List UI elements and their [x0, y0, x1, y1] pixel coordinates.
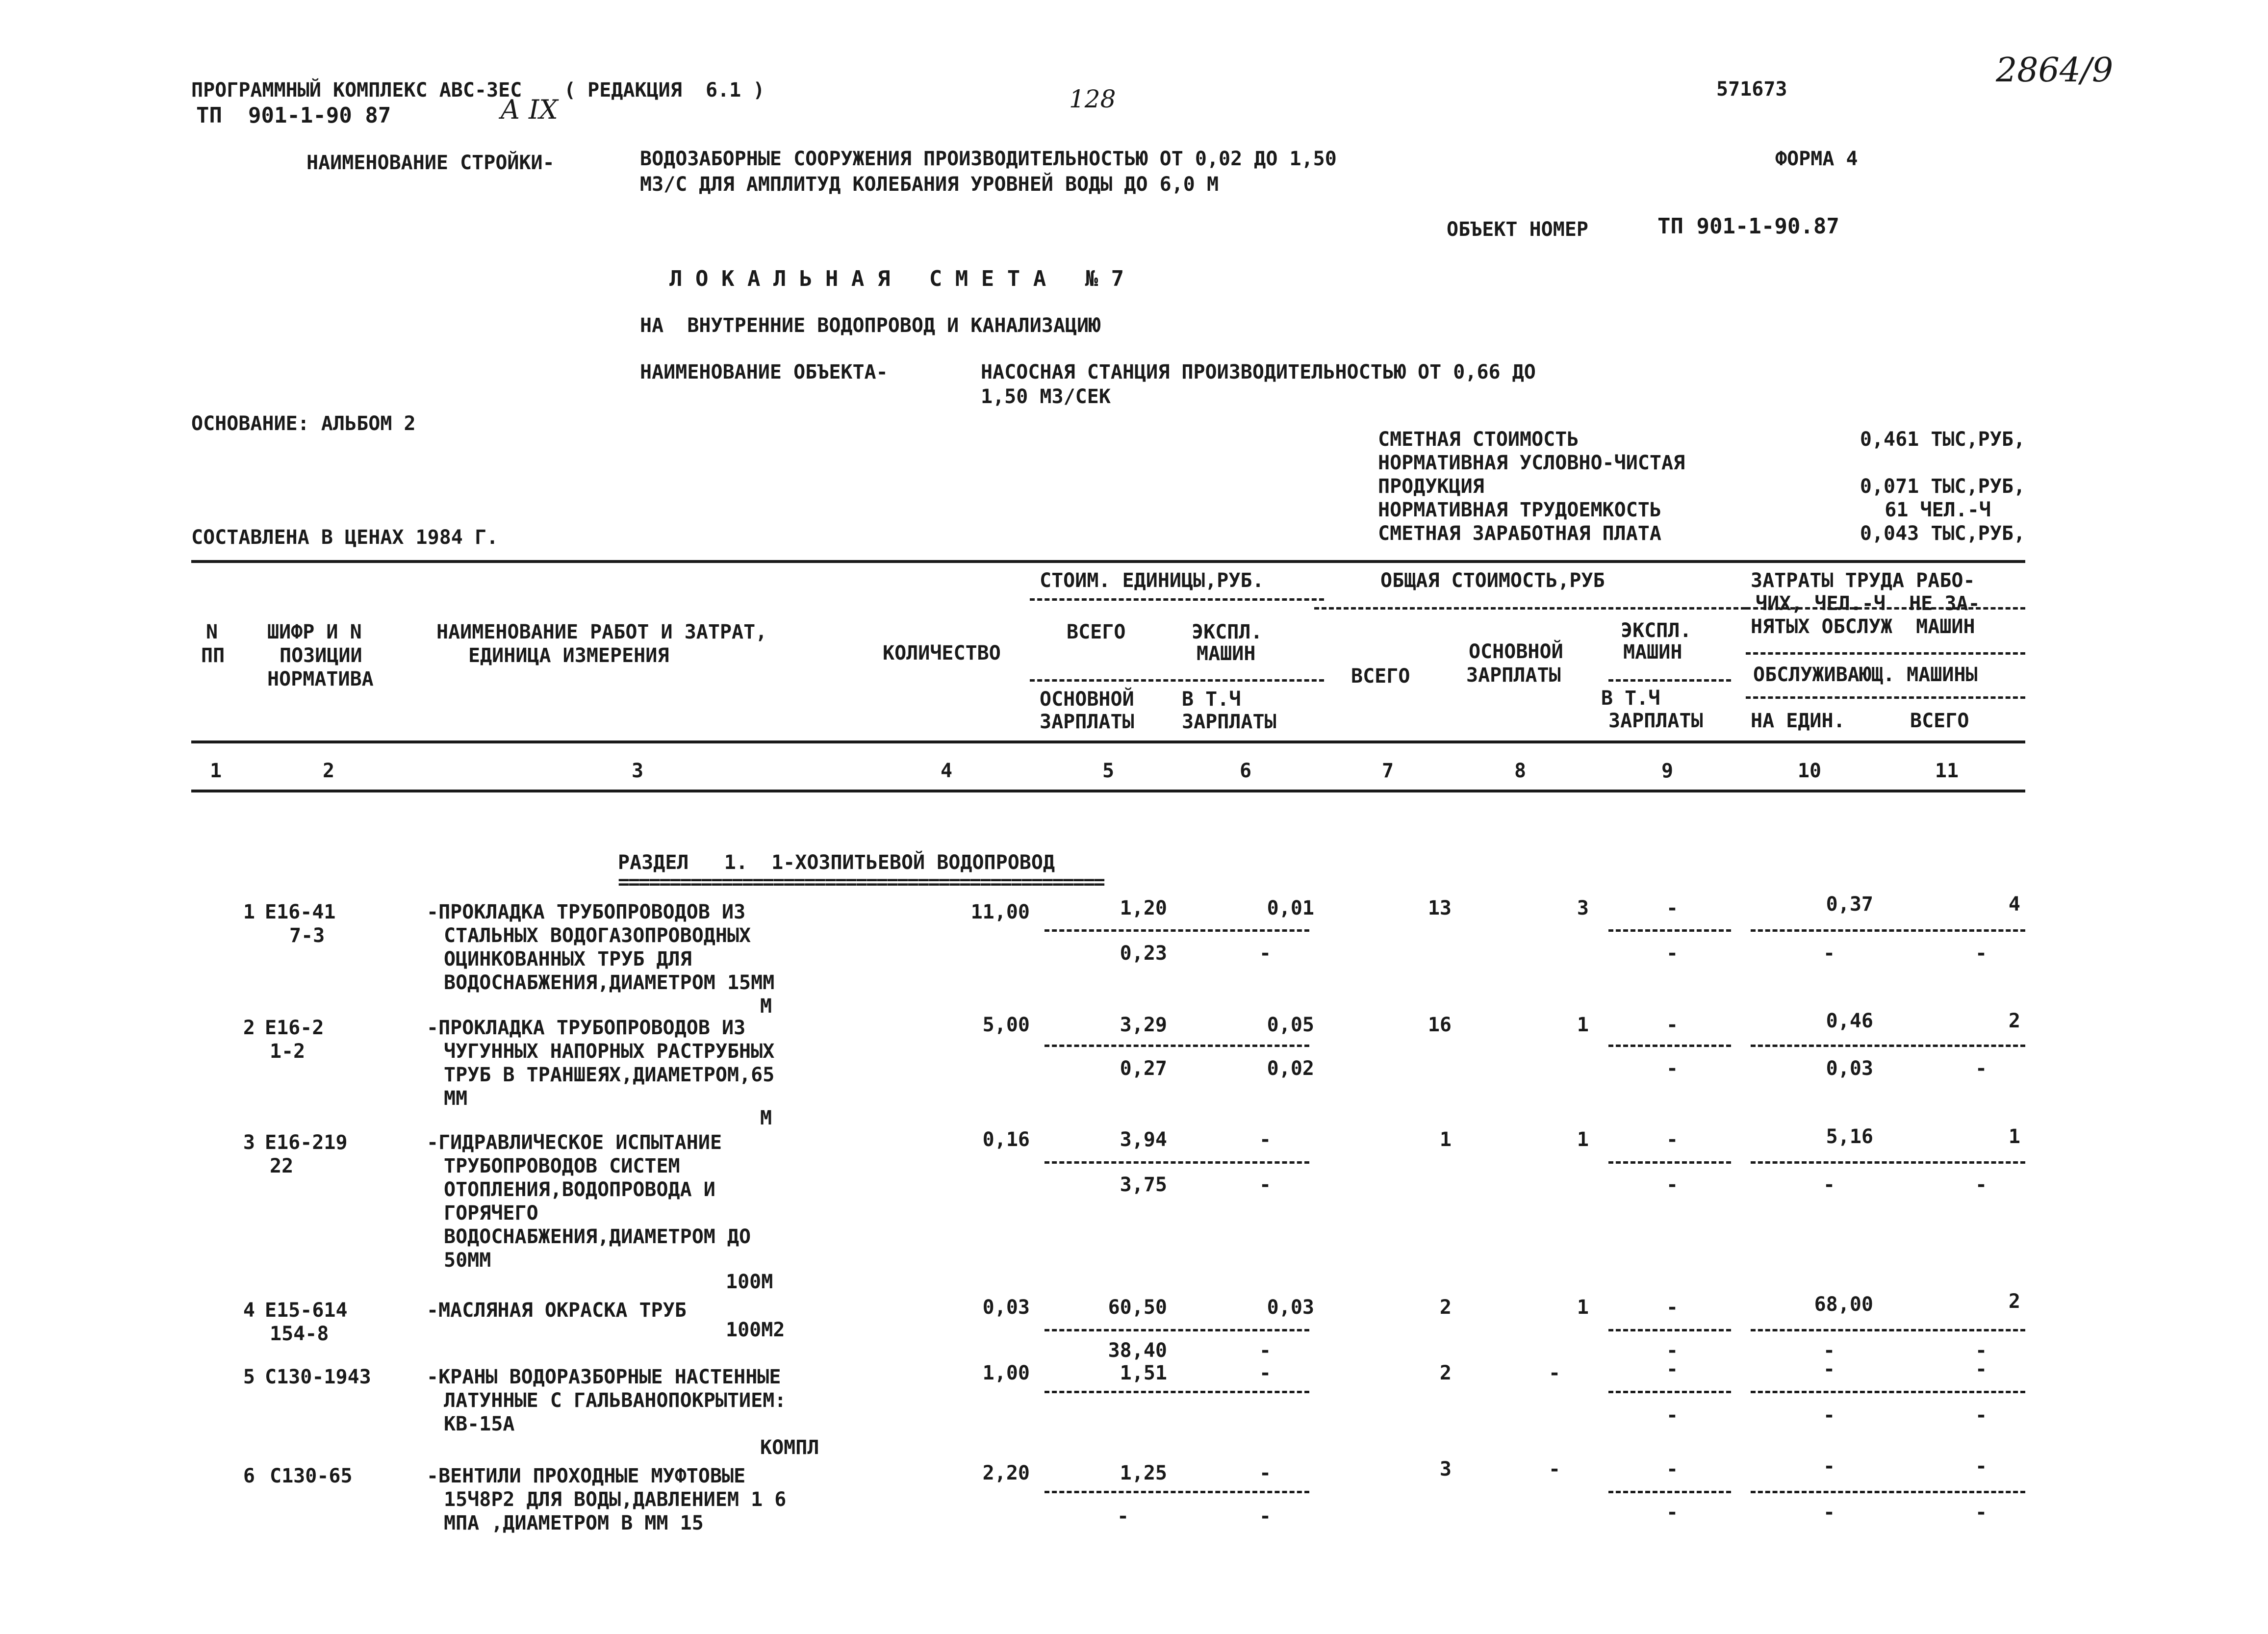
row-total-machines: - — [1666, 1458, 1679, 1481]
row-quantity: 2,20 — [982, 1462, 1030, 1484]
column-numbers-rule — [191, 790, 2025, 792]
row-divider — [1608, 1329, 1731, 1331]
summary-value: 0,071 ТЫС,РУБ, — [1860, 475, 2025, 498]
row-total-wage: - — [1548, 1362, 1561, 1384]
row-labor-unit-2: - — [1823, 1501, 1835, 1524]
construction-name-line-2: М3/С ДЛЯ АМПЛИТУД КОЛЕБАНИЯ УРОВНЕЙ ВОДЫ ДО 6,0 М — [640, 173, 1219, 196]
row-divider — [1751, 1391, 2025, 1393]
row-divider — [1608, 1391, 1731, 1393]
row-code: 22 — [270, 1155, 294, 1177]
row-name: 15Ч8Р2 ДЛЯ ВОДЫ,ДАВЛЕНИЕМ 1 6 — [444, 1488, 787, 1511]
col-code-header: НОРМАТИВА — [267, 668, 374, 690]
row-total-machines: - — [1666, 1014, 1679, 1036]
row-name: -МАСЛЯНАЯ ОКРАСКА ТРУБ — [427, 1299, 687, 1322]
row-divider — [1608, 1045, 1731, 1047]
total-wage-header: ЗАРПЛАТЫ — [1466, 664, 1561, 687]
row-name: ВОДОСНАБЖЕНИЯ,ДИАМЕТРОМ 15ММ — [444, 971, 775, 994]
header-divider — [1746, 607, 2025, 610]
row-divider — [1608, 929, 1731, 932]
labor-total-header: ВСЕГО — [1910, 710, 1969, 732]
row-total-machine-wage: - — [1666, 1404, 1679, 1427]
row-labor-unit-2: - — [1823, 1404, 1835, 1427]
row-unit-wage: 0,27 — [1120, 1057, 1167, 1080]
row-labor-total: - — [1975, 1455, 1988, 1478]
col-name-header: НАИМЕНОВАНИЕ РАБОТ И ЗАТРАТ, — [436, 621, 767, 643]
row-unit-wage: - — [1117, 1505, 1129, 1528]
row-unit: 100М — [726, 1271, 773, 1293]
row-labor-total-2: - — [1975, 1404, 1988, 1427]
row-name: МПА ,ДИАМЕТРОМ В ММ 15 — [444, 1512, 704, 1534]
column-number: 7 — [1381, 760, 1394, 782]
row-total-machines: - — [1666, 1296, 1679, 1319]
summary-label: СМЕТНАЯ ЗАРАБОТНАЯ ПЛАТА — [1378, 522, 1661, 545]
row-labor-unit-2: - — [1823, 1174, 1835, 1196]
row-labor-unit-2: - — [1823, 942, 1835, 965]
header-divider — [1030, 598, 1324, 601]
row-total-machines: - — [1666, 897, 1679, 919]
row-quantity: 5,00 — [982, 1014, 1030, 1036]
header-divider — [1314, 607, 1746, 610]
row-unit-machine-wage: - — [1259, 1339, 1272, 1362]
row-labor-total-2: - — [1975, 1174, 1988, 1196]
row-unit-machines: - — [1259, 1362, 1272, 1384]
column-number: 10 — [1797, 760, 1822, 782]
row-unit-wage: 38,40 — [1108, 1339, 1167, 1362]
form-number: ФОРМА 4 — [1775, 148, 1858, 170]
col-num-header: N — [206, 621, 218, 643]
row-labor-total-2: - — [1975, 942, 1988, 965]
row-unit-total: 3,94 — [1120, 1128, 1167, 1151]
program-name: ПРОГРАММНЫЙ КОМПЛЕКС АВС-3ЕС — [191, 79, 522, 102]
row-name: ОТОПЛЕНИЯ,ВОДОПРОВОДА И — [444, 1178, 715, 1201]
row-unit-machine-wage: - — [1259, 942, 1272, 965]
row-unit-machines: 0,05 — [1267, 1014, 1314, 1036]
row-unit-machines: - — [1259, 1128, 1272, 1151]
row-divider — [1045, 1391, 1309, 1393]
row-labor-unit: - — [1823, 1358, 1835, 1380]
row-total-wage: 1 — [1577, 1128, 1589, 1151]
labor-header: НЯТЫХ ОБСЛУЖ МАШИН — [1751, 615, 1975, 638]
row-total: 2 — [1439, 1362, 1452, 1384]
row-code: Е16-219 — [265, 1131, 348, 1154]
header-divider — [1030, 679, 1324, 682]
row-labor-total: 2 — [2008, 1290, 2020, 1313]
row-labor-unit: 68,00 — [1814, 1293, 1873, 1316]
labor-unit-header: НА ЕДИН. — [1751, 710, 1845, 732]
row-labor-unit-2: - — [1823, 1339, 1835, 1362]
column-number: 9 — [1661, 760, 1674, 782]
row-unit: М — [760, 1107, 772, 1129]
row-total: 13 — [1427, 897, 1452, 919]
row-total-machine-wage: - — [1666, 942, 1679, 965]
row-name: -ВЕНТИЛИ ПРОХОДНЫЕ МУФТОВЫЕ — [427, 1465, 746, 1487]
header-bottom-rule — [191, 740, 2025, 743]
row-quantity: 0,16 — [982, 1128, 1030, 1151]
row-divider — [1751, 1161, 2025, 1164]
header-divider — [1608, 679, 1731, 682]
row-unit-machine-wage: - — [1259, 1174, 1272, 1196]
row-unit-total: 60,50 — [1108, 1296, 1167, 1319]
construction-label: НАИМЕНОВАНИЕ СТРОЙКИ- — [306, 152, 555, 174]
row-name: ОЦИНКОВАННЫХ ТРУБ ДЛЯ — [444, 948, 692, 970]
sheet-mark: 2864/9 — [1996, 51, 2114, 90]
summary-label: ПРОДУКЦИЯ — [1378, 475, 1484, 498]
row-labor-unit: - — [1823, 1455, 1835, 1478]
row-labor-unit: 0,46 — [1826, 1010, 1873, 1032]
labor-header: ЗАТРАТЫ ТРУДА РАБО- — [1751, 569, 1975, 592]
unit-mach-header: МАШИН — [1197, 642, 1256, 665]
row-number: 4 — [243, 1299, 255, 1322]
total-mach-header: МАШИН — [1623, 641, 1682, 664]
row-divider — [1045, 1491, 1309, 1493]
object-name-label: НАИМЕНОВАНИЕ ОБЪЕКТА- — [640, 361, 888, 383]
row-code: Е15-614 — [265, 1299, 348, 1322]
row-total-machines: - — [1666, 1128, 1679, 1151]
column-number: 2 — [322, 760, 335, 782]
object-name-line-2: 1,50 М3/СЕК — [981, 385, 1111, 408]
row-unit-machines: 0,03 — [1267, 1296, 1314, 1319]
row-code: С130-1943 — [265, 1366, 371, 1388]
column-number: 4 — [940, 760, 953, 782]
row-unit-machines: - — [1259, 1462, 1272, 1484]
row-quantity: 0,03 — [982, 1296, 1030, 1319]
summary-value: 0,043 ТЫС,РУБ, — [1860, 522, 2025, 545]
column-number: 6 — [1239, 760, 1252, 782]
table-top-rule — [191, 560, 2025, 563]
row-quantity: 1,00 — [982, 1362, 1030, 1384]
unit-mach-wage-header: ЗАРПЛАТЫ — [1182, 711, 1276, 733]
row-name: -ГИДРАВЛИЧЕСКОЕ ИСПЫТАНИЕ — [427, 1131, 722, 1154]
total-all-header: ВСЕГО — [1351, 665, 1410, 688]
row-name: ВОДОСНАБЖЕНИЯ,ДИАМЕТРОМ ДО — [444, 1226, 751, 1248]
row-labor-total: 2 — [2008, 1010, 2020, 1032]
row-total-machine-wage: - — [1666, 1174, 1679, 1196]
row-labor-total-2: - — [1975, 1501, 1988, 1524]
row-unit-wage: 3,75 — [1120, 1174, 1167, 1196]
row-unit-machine-wage: - — [1259, 1505, 1272, 1528]
row-quantity: 11,00 — [970, 901, 1030, 923]
row-code: С130-65 — [270, 1465, 353, 1487]
col-name-header: ЕДИНИЦА ИЗМЕРЕНИЯ — [468, 644, 669, 667]
basis: ОСНОВАНИЕ: АЛЬБОМ 2 — [191, 412, 416, 435]
row-labor-unit: 0,37 — [1826, 893, 1873, 916]
row-total: 3 — [1439, 1458, 1452, 1481]
row-divider — [1045, 1161, 1309, 1164]
row-total-machine-wage: - — [1666, 1501, 1679, 1524]
column-number: 11 — [1935, 760, 1959, 782]
row-unit-total: 1,25 — [1120, 1462, 1167, 1484]
object-number-label: ОБЪЕКТ НОМЕР — [1447, 218, 1588, 241]
row-code: Е16-2 — [265, 1017, 324, 1039]
row-total: 16 — [1427, 1014, 1452, 1036]
section-title: РАЗДЕЛ 1. 1-ХОЗПИТЬЕВОЙ ВОДОПРОВОД — [618, 851, 1055, 874]
row-number: 3 — [243, 1131, 255, 1154]
row-divider — [1608, 1491, 1731, 1493]
row-code: 7-3 — [289, 924, 325, 947]
row-total-machine-wage: - — [1666, 1339, 1679, 1362]
estimate-title: Л О К А Л Ь Н А Я С М Е Т А № 7 — [669, 266, 1124, 291]
column-number: 3 — [631, 760, 644, 782]
row-name: -КРАНЫ ВОДОРАЗБОРНЫЕ НАСТЕННЫЕ — [427, 1366, 781, 1388]
row-unit-total: 3,29 — [1120, 1014, 1167, 1036]
row-unit-total: 1,51 — [1120, 1362, 1167, 1384]
row-total-wage: 1 — [1577, 1014, 1589, 1036]
row-name: -ПРОКЛАДКА ТРУБОПРОВОДОВ ИЗ — [427, 1017, 746, 1039]
page-number: 128 — [1069, 85, 1116, 113]
col-code-header: ПОЗИЦИИ — [280, 644, 362, 667]
header-divider — [1746, 696, 2025, 699]
row-total: 2 — [1439, 1296, 1452, 1319]
row-divider — [1045, 929, 1309, 932]
row-labor-total: 1 — [2008, 1125, 2020, 1148]
row-name: ТРУБОПРОВОДОВ СИСТЕМ — [444, 1155, 680, 1177]
row-divider — [1751, 1491, 2025, 1493]
unit-mach-wage-header: В Т.Ч — [1182, 688, 1241, 711]
row-divider — [1751, 1329, 2025, 1331]
row-total-wage: 1 — [1577, 1296, 1589, 1319]
unit-total-header: ВСЕГО — [1067, 621, 1126, 643]
row-name: КВ-15А — [444, 1413, 515, 1435]
row-divider — [1751, 1045, 2025, 1047]
col-code-header: ШИФР И N — [267, 621, 362, 643]
row-total-machine-wage: - — [1666, 1057, 1679, 1080]
row-number: 2 — [243, 1017, 255, 1039]
row-total-wage: - — [1548, 1458, 1561, 1481]
row-code: 154-8 — [270, 1323, 329, 1345]
total-mach-header: ЭКСПЛ. — [1621, 619, 1692, 642]
total-mach-wage-header: В Т.Ч — [1601, 687, 1660, 710]
row-divider — [1608, 1161, 1731, 1164]
row-name: -ПРОКЛАДКА ТРУБОПРОВОДОВ ИЗ — [427, 901, 746, 923]
column-number: 8 — [1514, 760, 1527, 782]
row-name: ММ — [444, 1087, 468, 1110]
object-number: ТП 901-1-90.87 — [1657, 214, 1839, 239]
row-divider — [1751, 929, 2025, 932]
summary-value: 61 ЧЕЛ.-Ч — [1885, 499, 1991, 521]
construction-name-line-1: ВОДОЗАБОРНЫЕ СООРУЖЕНИЯ ПРОИЗВОДИТЕЛЬНОСТЬЮ ОТ 0,02 ДО 1,50 — [640, 148, 1337, 170]
row-divider — [1045, 1045, 1309, 1047]
row-name: 50ММ — [444, 1249, 491, 1272]
header-divider — [1746, 652, 2025, 655]
col-num-header: ПП — [201, 644, 225, 667]
section-underline: =============================================== — [618, 871, 1104, 894]
row-unit-machine-wage: 0,02 — [1267, 1057, 1314, 1080]
row-name: ТРУБ В ТРАНШЕЯХ,ДИАМЕТРОМ,65 — [444, 1064, 775, 1086]
row-labor-total-2: - — [1975, 1339, 1988, 1362]
row-unit-total: 1,20 — [1120, 897, 1167, 919]
unit-wage-header: ЗАРПЛАТЫ — [1040, 711, 1134, 733]
summary-label: НОРМАТИВНАЯ ТРУДОЕМКОСТЬ — [1378, 499, 1661, 521]
total-wage-header: ОСНОВНОЙ — [1469, 640, 1563, 663]
row-unit: КОМПЛ — [760, 1436, 819, 1459]
unit-wage-header: ОСНОВНОЙ — [1040, 688, 1134, 711]
edition: ( РЕДАКЦИЯ 6.1 ) — [564, 79, 765, 102]
row-number: 1 — [243, 901, 255, 923]
row-name: ЛАТУННЫЕ С ГАЛЬВАНОПОКРЫТИЕМ: — [444, 1389, 787, 1412]
row-total-machines: - — [1666, 1358, 1679, 1380]
row-name: СТАЛЬНЫХ ВОДОГАЗОПРОВОДНЫХ — [444, 924, 751, 947]
row-unit-machines: 0,01 — [1267, 897, 1314, 919]
estimate-subtitle: НА ВНУТРЕННИЕ ВОДОПРОВОД И КАНАЛИЗАЦИЮ — [640, 314, 1101, 337]
prices-note: СОСТАВЛЕНА В ЦЕНАХ 1984 Г. — [191, 526, 499, 549]
col-qty-header: КОЛИЧЕСТВО — [883, 642, 1001, 664]
row-labor-unit: 5,16 — [1826, 1125, 1873, 1148]
row-number: 6 — [243, 1465, 255, 1487]
column-number: 5 — [1102, 760, 1115, 782]
unit-cost-header: СТОИМ. ЕДИНИЦЫ,РУБ. — [1040, 569, 1264, 592]
labor-sub-header: ОБСЛУЖИВАЮЩ. МАШИНЫ — [1753, 664, 1978, 686]
row-labor-total: - — [1975, 1358, 1988, 1380]
album-mark: А IX — [500, 94, 558, 125]
unit-mach-header: ЭКСПЛ. — [1192, 621, 1263, 643]
row-labor-total-2: - — [1975, 1057, 1988, 1080]
total-cost-header: ОБЩАЯ СТОИМОСТЬ,РУБ — [1380, 569, 1605, 592]
row-code: 1-2 — [270, 1040, 306, 1063]
row-name: ЧУГУННЫХ НАПОРНЫХ РАСТРУБНЫХ — [444, 1040, 775, 1063]
total-mach-wage-header: ЗАРПЛАТЫ — [1608, 710, 1703, 732]
object-name-line-1: НАСОСНАЯ СТАНЦИЯ ПРОИЗВОДИТЕЛЬНОСТЬЮ ОТ 0,66 ДО — [981, 361, 1536, 383]
row-code: Е16-41 — [265, 901, 336, 923]
row-number: 5 — [243, 1366, 255, 1388]
document-code: 571673 — [1716, 78, 1787, 101]
row-labor-total: 4 — [2008, 893, 2020, 916]
labor-header: ЧИХ, ЧЕЛ.-Ч НЕ ЗА- — [1756, 592, 1980, 615]
row-labor-unit-2: 0,03 — [1826, 1057, 1873, 1080]
row-divider — [1045, 1329, 1309, 1331]
row-total-wage: 3 — [1577, 897, 1589, 919]
summary-value: 0,461 ТЫС,РУБ, — [1860, 428, 2025, 451]
row-name: ГОРЯЧЕГО — [444, 1202, 538, 1225]
summary-label: НОРМАТИВНАЯ УСЛОВНО-ЧИСТАЯ — [1378, 452, 1685, 474]
tp-number: ТП 901-1-90 87 — [196, 103, 391, 128]
row-total: 1 — [1439, 1128, 1452, 1151]
summary-label: СМЕТНАЯ СТОИМОСТЬ — [1378, 428, 1579, 451]
row-unit: 100М2 — [726, 1319, 785, 1341]
row-unit: М — [760, 995, 772, 1018]
column-number: 1 — [209, 760, 222, 782]
row-unit-wage: 0,23 — [1120, 942, 1167, 965]
